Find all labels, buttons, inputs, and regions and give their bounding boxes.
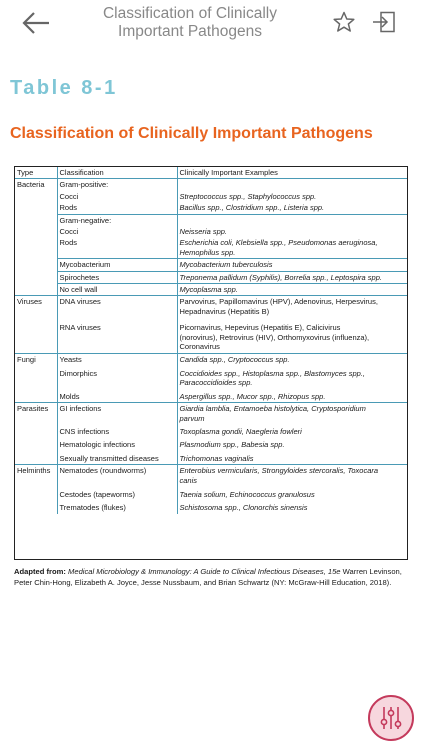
- examples-cell: Plasmodium spp., Babesia spp.: [179, 440, 285, 450]
- examples-cell: Escherichia coli, Klebsiella spp., Pseudomonas aeruginosa,: [179, 238, 378, 248]
- classification-cell: DNA viruses: [57, 296, 177, 317]
- bookmark-button[interactable]: [333, 11, 355, 33]
- table-row: [15, 271, 407, 283]
- examples-cell: Schistosoma spp., Clonorchis sinensis: [179, 503, 308, 513]
- classification-cell: Trematodes (flukes): [57, 500, 177, 513]
- classification-cell: Cestodes (tapeworms): [57, 486, 177, 500]
- page-title-line-2: Important Pathogens: [118, 23, 262, 40]
- display-settings-button[interactable]: [368, 695, 414, 741]
- type-cell: Helminths: [15, 465, 57, 486]
- classification-table: [15, 167, 407, 514]
- examples-cell: Mycobacterium tuberculosis: [179, 260, 273, 270]
- classification-cell: Gram-negative:: [57, 214, 177, 226]
- table-row: [15, 437, 407, 450]
- examples-cell: Giardia lamblia, Entamoeba histolytica, Cryptosporidium: [179, 404, 366, 414]
- examples-cell: Streptococcus spp., Staphylococcus spp.: [179, 191, 317, 201]
- examples-cell: Treponema pallidum (Syphilis), Borrelia spp., Leptospira spp.: [179, 272, 382, 282]
- examples-cell: Enterobius vermicularis, Strongyloides stercoralis, Toxocara: [179, 466, 379, 476]
- top-navigation-bar: [0, 0, 422, 46]
- examples-cell-continued: parvum: [179, 413, 205, 423]
- page-title: [80, 5, 300, 41]
- examples-cell: Toxoplasma gondii, Naegleria fowleri: [179, 426, 302, 436]
- column-header-classification: Classification: [57, 167, 177, 179]
- examples-cell-continued: (norovirus), Retrovirus (HIV), Orthomyxovirus (influenza),: [179, 332, 370, 342]
- classification-cell: Mycobacterium: [57, 259, 177, 271]
- classification-cell: Gram-positive:: [57, 179, 177, 191]
- type-cell: Viruses: [15, 296, 57, 317]
- star-outline-icon: [333, 11, 355, 33]
- examples-cell: Candida spp., Cryptococcus spp.: [179, 354, 290, 364]
- type-cell: Fungi: [15, 353, 57, 365]
- sliders-icon: [370, 697, 412, 739]
- page-title-line-1: Classification of Clinically: [102, 5, 277, 22]
- table-row: [15, 317, 407, 353]
- examples-cell: Trichomonas vaginalis: [179, 453, 254, 463]
- table-row: [15, 465, 407, 486]
- classification-cell: Yeasts: [57, 353, 177, 365]
- examples-cell: [177, 179, 407, 191]
- back-arrow-icon: [20, 10, 52, 36]
- table-row: [15, 202, 407, 214]
- classification-cell: Sexually transmitted diseases: [57, 451, 177, 465]
- classification-cell: Hematologic infections: [57, 437, 177, 450]
- pathogen-table: [14, 166, 408, 560]
- table-row: [15, 403, 407, 424]
- classification-cell: Rods: [57, 202, 177, 214]
- classification-cell: Spirochetes: [57, 271, 177, 283]
- examples-cell: Taenia solium, Echinococcus granulosus: [179, 489, 315, 499]
- table-row: [15, 237, 407, 258]
- table-row: [15, 259, 407, 271]
- type-cell: Parasites: [15, 403, 57, 424]
- examples-cell: Bacillus spp., Clostridium spp., Listeria spp.: [179, 203, 325, 213]
- examples-cell: Mycoplasma spp.: [179, 285, 238, 295]
- examples-cell-continued: canis: [179, 475, 198, 485]
- table-row: [15, 179, 407, 191]
- source-note: [14, 566, 408, 588]
- classification-cell: GI infections: [57, 403, 177, 424]
- table-row: [15, 191, 407, 202]
- table-row: [15, 424, 407, 437]
- table-caption: Classification of Clinically Important Pathogens: [10, 125, 373, 142]
- source-label: Adapted from:: [14, 567, 66, 576]
- table-row: [15, 284, 407, 296]
- examples-cell-continued: Hepadnavirus (Hepatitis B): [179, 306, 270, 316]
- classification-cell: Cocci: [57, 191, 177, 202]
- examples-cell: Picornavirus, Hepevirus (Hepatitis E), Calicivirus: [179, 323, 341, 333]
- classification-cell: No cell wall: [57, 284, 177, 296]
- examples-cell-continued: Coronavirus: [179, 342, 220, 352]
- table-row: [15, 296, 407, 317]
- table-row: [15, 226, 407, 237]
- examples-cell-continued: Hemophilus spp.: [179, 247, 236, 257]
- column-header-examples: Clinically Important Examples: [177, 167, 407, 179]
- table-row: [15, 451, 407, 465]
- examples-cell: Parvovirus, Papillomavirus (HPV), Adenovirus, Herpesvirus,: [179, 297, 378, 307]
- table-row: [15, 500, 407, 513]
- examples-cell: Aspergillus spp., Mucor spp., Rhizopus spp.: [179, 391, 326, 401]
- examples-cell: Neisseria spp.: [179, 227, 228, 237]
- table-number-label: Table 8-1: [10, 77, 118, 99]
- table-header-row: [15, 167, 407, 179]
- classification-cell: CNS infections: [57, 424, 177, 437]
- classification-cell: Cocci: [57, 226, 177, 237]
- examples-cell-continued: Paracoccidioides spp.: [179, 378, 253, 388]
- table-row: [15, 389, 407, 403]
- classification-cell: Nematodes (roundworms): [57, 465, 177, 486]
- examples-cell: Coccidioides spp., Histoplasma spp., Blastomyces spp.,: [179, 368, 365, 378]
- source-book-title: Medical Microbiology & Immunology: A Guide to Clinical Infectious Diseases, 15e: [68, 567, 341, 576]
- classification-cell: Rods: [57, 237, 177, 258]
- export-button[interactable]: [372, 11, 396, 33]
- back-button[interactable]: [20, 10, 52, 36]
- export-icon: [372, 11, 396, 33]
- table-row: [15, 365, 407, 389]
- table-row: [15, 486, 407, 500]
- table-row: [15, 214, 407, 226]
- type-cell: Bacteria: [17, 180, 45, 190]
- table-row: [15, 353, 407, 365]
- classification-cell: Dimorphics: [57, 365, 177, 389]
- classification-cell: Molds: [57, 389, 177, 403]
- classification-cell: RNA viruses: [57, 317, 177, 353]
- column-header-type: Type: [15, 167, 57, 179]
- source-authors: Warren Levinson, Peter Chin-Hong, Elizabeth A. Joyce, Jesse Nussbaum, and Brian Schwartz (NY: McGraw-Hill Education, 2018).: [14, 567, 402, 587]
